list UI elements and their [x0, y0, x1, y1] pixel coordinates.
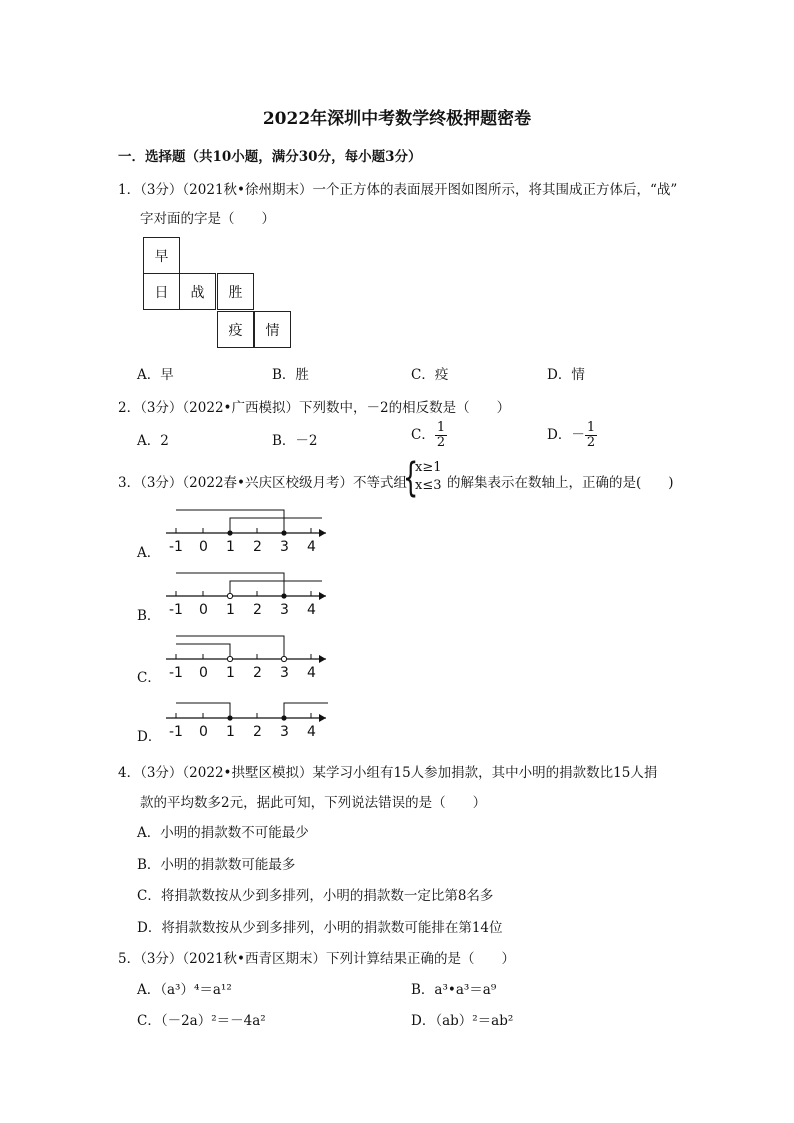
minus-sign: －	[571, 427, 585, 443]
q2-option-c[interactable]	[411, 421, 447, 450]
q4-stem-line2: 款的平均数多2元，据此可知，下列说法错误的是（ ）	[140, 795, 487, 811]
q3-option-a-label[interactable]: A．	[137, 545, 161, 561]
number-line-c[interactable]	[166, 636, 326, 681]
tick-label: 1	[226, 539, 235, 555]
q4-option-a[interactable]: A．小明的捐款数不可能最少	[137, 825, 309, 841]
q3-option-d-label[interactable]: D．	[137, 729, 162, 745]
tick-label: 2	[253, 539, 262, 555]
tick-label: 4	[307, 602, 316, 618]
tick-label: 1	[226, 602, 235, 618]
tick-label: 3	[280, 724, 289, 740]
tick-label: 0	[199, 724, 208, 740]
tick-label: 2	[253, 665, 262, 681]
net-cell-qing: 情	[254, 311, 291, 348]
net-cell-sheng: 胜	[217, 273, 254, 310]
page-title: 2022年深圳中考数学终极押题密卷	[262, 109, 532, 129]
brace-icon: {	[403, 455, 419, 501]
tick-label: 1	[226, 724, 235, 740]
q3-option-c-label[interactable]: C．	[137, 670, 161, 686]
q4-option-c[interactable]: C．将捐款数按从少到多排列，小明的捐款数一定比第8名多	[137, 888, 494, 904]
q5-stem: 5．（3分）（2021秋•西青区期末）下列计算结果正确的是（ ）	[118, 951, 515, 967]
inequality-1: x≥1	[415, 460, 442, 475]
q4-stem-line1: 4．（3分）（2022•拱墅区模拟）某学习小组有15人参加捐款，其中小明的捐款数比15人捐	[118, 765, 658, 781]
q5-option-d[interactable]: D．（ab）²＝ab²	[411, 1013, 514, 1029]
number-line-a[interactable]	[166, 510, 326, 555]
q4-option-d[interactable]: D．将捐款数按从少到多排列，小明的捐款数可能排在第14位	[137, 920, 503, 936]
q1-option-d[interactable]: D．情	[547, 367, 585, 383]
tick-label: -1	[169, 724, 183, 740]
q1-option-c[interactable]: C．疫	[411, 367, 449, 383]
tick-label: -1	[169, 665, 183, 681]
q2-option-b[interactable]: B．－2	[272, 433, 318, 449]
tick-label: 2	[253, 724, 262, 740]
q2-stem: 2．（3分）（2022•广西模拟）下列数中，－2的相反数是（ ）	[118, 400, 511, 416]
q2-option-a[interactable]: A．2	[137, 433, 169, 449]
tick-label: 1	[226, 665, 235, 681]
q5-option-c[interactable]: C．（－2a）²＝－4a²	[137, 1013, 266, 1029]
tick-label: 0	[199, 539, 208, 555]
tick-label: 4	[307, 724, 316, 740]
q1-option-a[interactable]: A．早	[137, 367, 174, 383]
tick-label: 4	[307, 665, 316, 681]
tick-label: -1	[169, 602, 183, 618]
one-half-fraction: $\frac{1}{2}$	[586, 420, 596, 450]
number-line-options	[160, 505, 340, 745]
tick-label: 3	[280, 539, 289, 555]
net-cell-zao: 早	[143, 237, 180, 274]
tick-label: 4	[307, 539, 316, 555]
inequality-2: x≤3	[415, 478, 442, 493]
net-cell-zhan: 战	[179, 273, 216, 310]
q2-option-d[interactable]	[547, 421, 597, 450]
section-heading: 一．选择题（共10小题，满分30分，每小题3分）	[118, 149, 422, 165]
one-half-fraction: $\frac{1}{2}$	[436, 420, 446, 450]
number-line-d[interactable]	[166, 703, 328, 740]
tick-label: 0	[199, 665, 208, 681]
q3-stem-pre: 3．（3分）（2022春•兴庆区校级月考）不等式组	[118, 475, 407, 491]
tick-label: 3	[280, 665, 289, 681]
tick-label: -1	[169, 539, 183, 555]
q2-option-c-label: C．	[411, 427, 435, 443]
number-line-b[interactable]	[166, 573, 326, 618]
q1-stem-line2: 字对面的字是（ ）	[140, 211, 275, 227]
q4-option-b[interactable]: B．小明的捐款数可能最多	[137, 857, 296, 873]
tick-label: 2	[253, 602, 262, 618]
q3-option-b-label[interactable]: B．	[137, 608, 161, 624]
q5-option-b[interactable]: B．a³•a³＝a⁹	[411, 982, 497, 998]
q3-stem-post: 的解集表示在数轴上，正确的是( )	[447, 475, 674, 491]
q1-stem-line1: 1．（3分）（2021秋•徐州期末）一个正方体的表面展开图如图所示，将其围成正方体后，“战”	[118, 182, 678, 198]
net-cell-yi: 疫	[217, 311, 254, 348]
q2-option-d-label: D．	[547, 427, 572, 443]
tick-label: 0	[199, 602, 208, 618]
net-cell-ri: 日	[143, 273, 180, 310]
q5-option-a[interactable]: A．（a³）⁴＝a¹²	[137, 982, 232, 998]
q1-option-b[interactable]: B．胜	[272, 367, 309, 383]
tick-label: 3	[280, 602, 289, 618]
